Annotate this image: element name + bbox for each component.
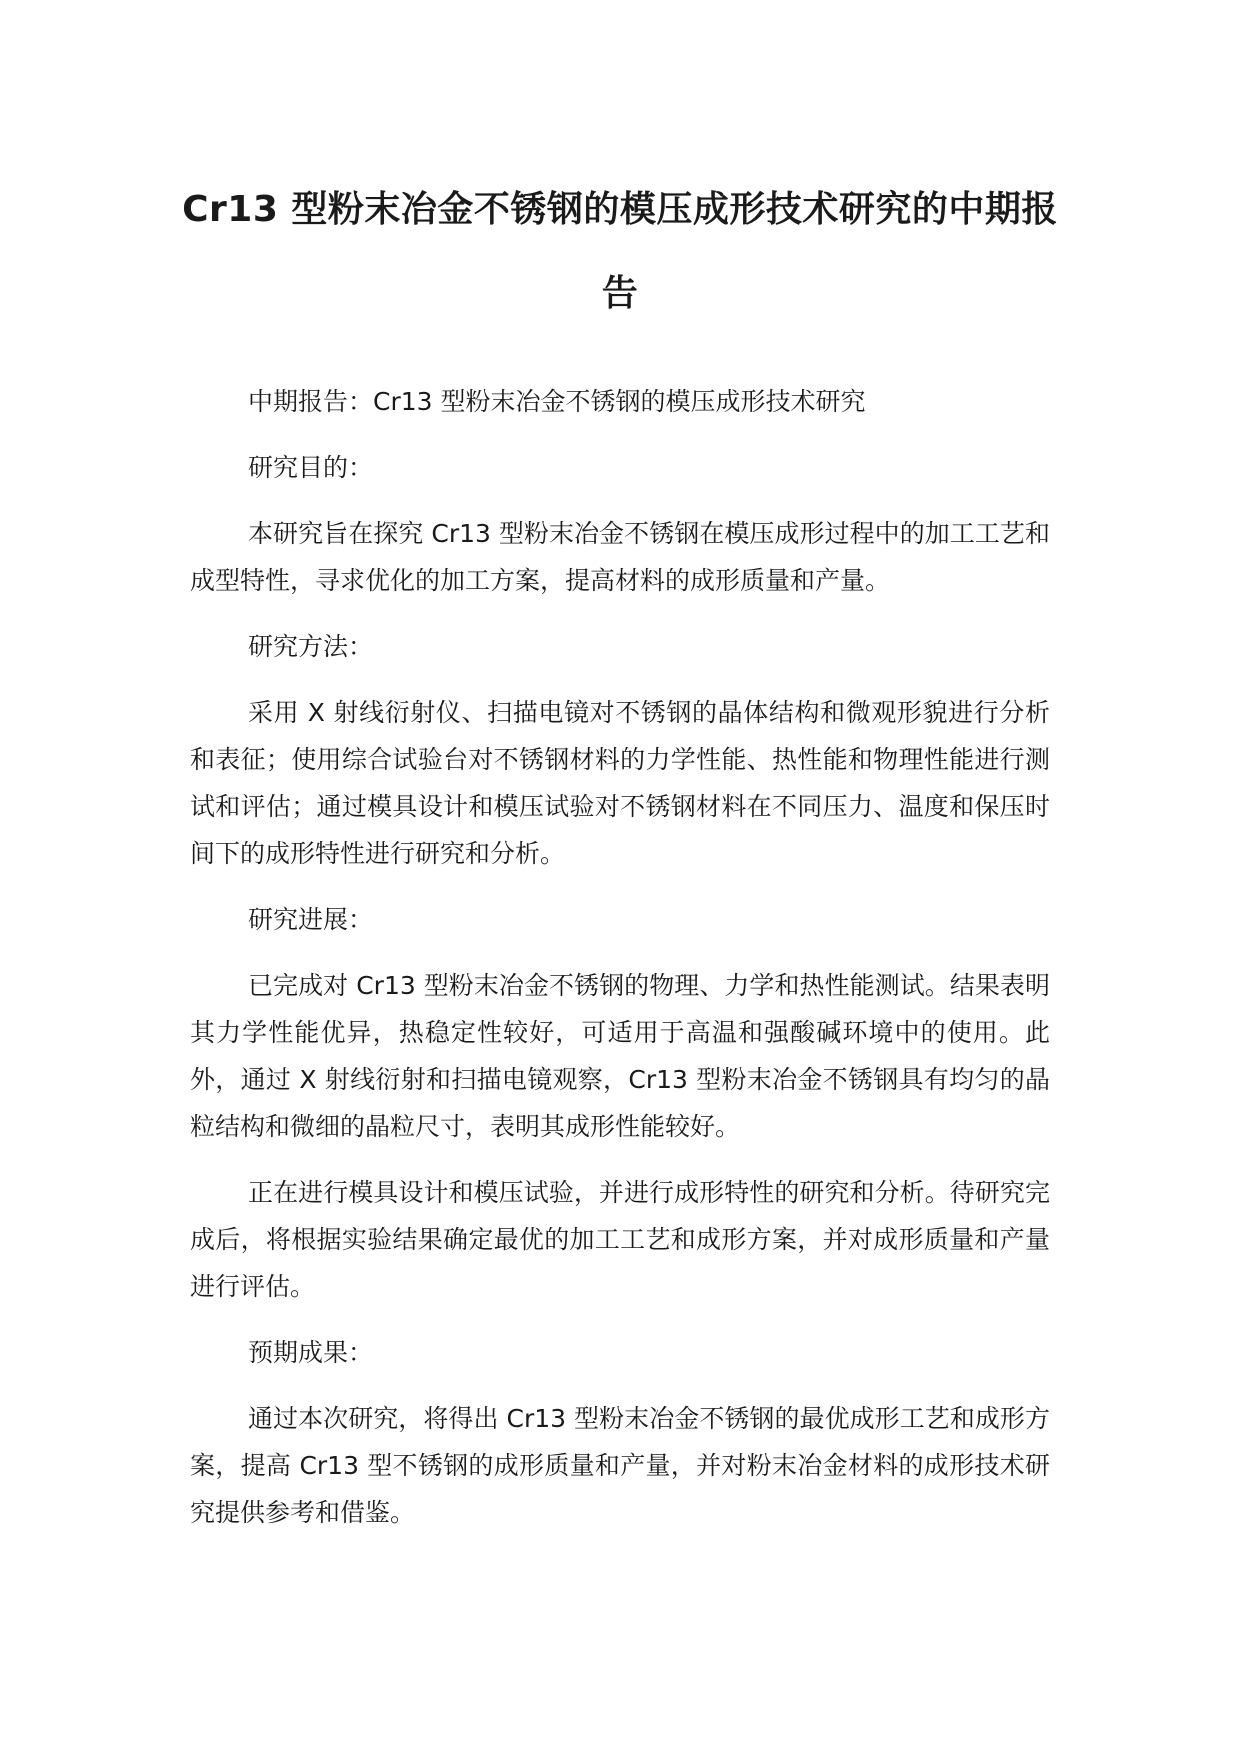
section-paragraph-purpose: 本研究旨在探究 Cr13 型粉末冶金不锈钢在模压成形过程中的加工工艺和成型特性，寻求优化的加工方案，提高材料的成形质量和产量。 [190, 519, 1050, 595]
section-heading-methods: 研究方法： [248, 632, 374, 661]
section-paragraph-progress-1: 已完成对 Cr13 型粉末冶金不锈钢的物理、力学和热性能测试。结果表明其力学性能优异，热稳定性较好，可适用于高温和强酸碱环境中的使用。此外，通过 X 射线衍射和扫描电镜观察，Cr13 型粉末冶金不锈钢具有均匀的晶粒结构和微细的晶粒尺寸，表明其成形性能较好。 [190, 971, 1050, 1141]
section-heading-outcomes: 预期成果： [248, 1338, 374, 1367]
section-heading-progress: 研究进展： [248, 905, 374, 934]
section-paragraph-progress-2: 正在进行模具设计和模压试验，并进行成形特性的研究和分析。待研究完成后，将根据实验结果确定最优的加工工艺和成形方案，并对成形质量和产量进行评估。 [190, 1178, 1050, 1301]
section-paragraph-methods: 采用 X 射线衍射仪、扫描电镜对不锈钢的晶体结构和微观形貌进行分析和表征；使用综合试验台对不锈钢材料的力学性能、热性能和物理性能进行测试和评估；通过模具设计和模压试验对不锈钢材料在不同压力、温度和保压时间下的成形特性进行研究和分析。 [190, 698, 1050, 868]
section-paragraph-outcomes: 通过本次研究，将得出 Cr13 型粉末冶金不锈钢的最优成形工艺和成形方案，提高 Cr13 型不锈钢的成形质量和产量，并对粉末冶金材料的成形技术研究提供参考和借鉴。 [190, 1404, 1050, 1527]
report-subject-line: 中期报告：Cr13 型粉末冶金不锈钢的模压成形技术研究 [248, 387, 866, 416]
document-body [190, 378, 1050, 1555]
document-title: Cr13 型粉末冶金不锈钢的模压成形技术研究的中期报告 [182, 189, 1058, 314]
section-heading-purpose: 研究目的： [248, 453, 374, 482]
